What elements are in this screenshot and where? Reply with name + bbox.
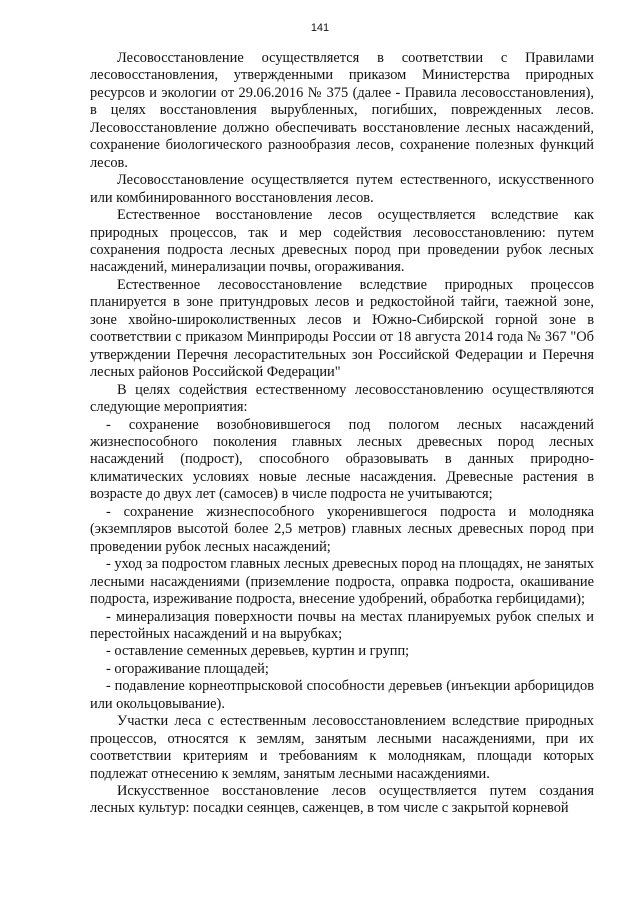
list-item-root-sprout-suppression: - подавление корнеотпрысковой способности деревьев (инъекции арборицидов или окольцовывание). [90,678,594,712]
list-item-undergrowth-care: - уход за подростом главных лесных древесных пород на площадях, не занятых лесными насаждениями (приземление подроста, оправка подроста, окашивание подроста, изреживание подроста, внесение удобрений, обработка гербицидами); [90,556,594,608]
list-item-preserve-undergrowth: - сохранение возобновившегося под пологом лесных насаждений жизнеспособного поколения главных лесных древесных пород лесных насаждений (подрост), способного образовывать в данных природно-климатических условиях новые лесные насаждения. Древесные растения в возрасте до двух лет (самосев) в числе подроста не учитываются; [90,416,594,503]
paragraph-natural-zones: Естественное лесовосстановление вследствие природных процессов планируется в зоне притундровых лесов и редкостойной тайги, таежной зоне, зоне хвойно-широколиственных лесов и Южно-Сибирской горной зоне в соответствии с приказом Минприроды России от 18 августа 2014 года № 367 "Об утверждении Перечня лесорастительных зон Российской Федерации и Перечня лесных районов Российской Федерации" [90,276,594,381]
paragraph-natural-restoration: Естественное восстановление лесов осуществляется вследствие как природных процессов, так и мер содействия лесовосстановлению: путем сохранения подроста лесных древесных пород при проведении рубок лесных насаждений, минерализации почвы, огораживания. [90,207,594,276]
paragraph-artificial-restoration: Искусственное восстановление лесов осуществляется путем создания лесных культур: посадки сеянцев, саженцев, в том числе с закрытой корневой [90,783,594,817]
list-item-fencing: - огораживание площадей; [106,660,269,677]
document-body [90,50,594,818]
list-item-soil-mineralization: - минерализация поверхности почвы на местах планируемых рубок спелых и перестойных насаждений и на вырубках; [90,608,594,642]
paragraph-reforestation-rules: Лесовосстановление осуществляется в соответствии с Правилами лесовосстановления, утвержденными приказом Министерства природных ресурсов и экологии от 29.06.2016 № 375 (далее - Правила лесовосстановления), в целях восстановления вырубленных, погибших, поврежденных лесов. Лесовосстановление должно обеспечивать восстановление лесных насаждений, сохранение биологического разнообразия лесов, сохранение полезных функций лесов. [90,50,594,171]
list-item-seed-trees: - оставление семенных деревьев, куртин и групп; [106,643,410,660]
paragraph-assistance-measures-intro: В целях содействия естественному лесовосстановлению осуществляются следующие мероприятия: [90,381,594,416]
page-number: 141 [310,22,330,34]
paragraph-reforestation-methods: Лесовосстановление осуществляется путем естественного, искусственного или комбинированного восстановления лесов. [90,172,594,206]
paragraph-natural-reforestation-plots: Участки леса с естественным лесовосстановлением вследствие природных процессов, относятся к землям, занятым лесными насаждениями, при их соответствии критериям и требованиям к молоднякам, площади которых подлежат отнесению к землям, занятым лесными насаждениями. [90,713,594,782]
list-item-preserve-young-growth: - сохранение жизнеспособного укоренившегося подроста и молодняка (экземпляров высотой более 2,5 метров) главных лесных древесных пород при проведении рубок лесных насаждений; [90,503,594,555]
